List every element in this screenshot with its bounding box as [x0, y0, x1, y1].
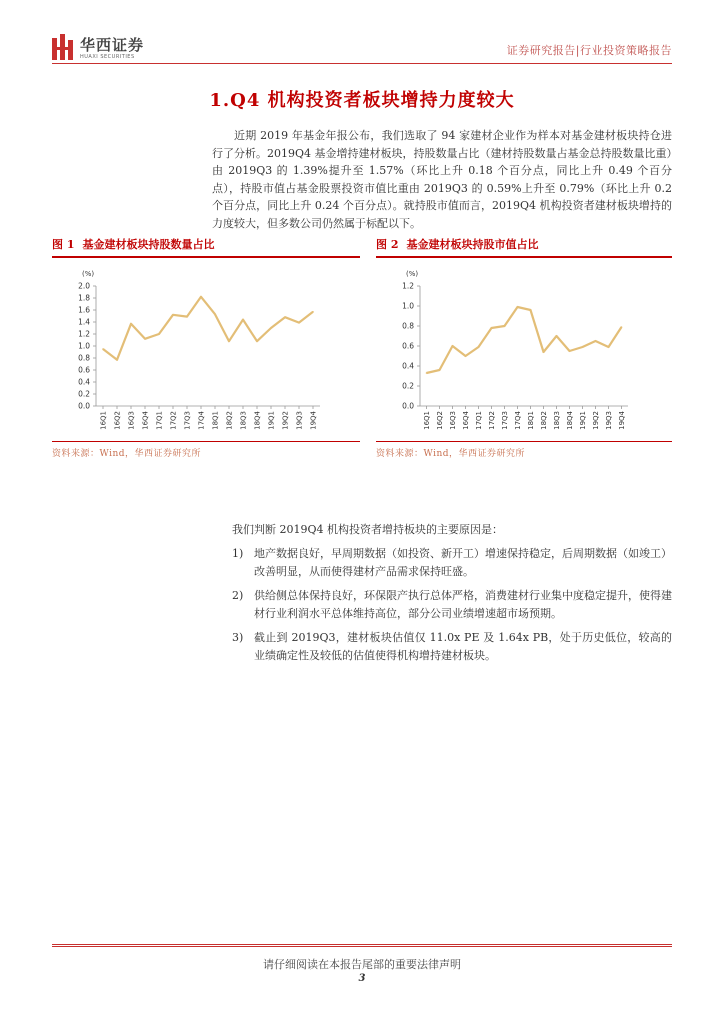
chart-y-tick-label: 0.8	[402, 321, 414, 331]
chart-x-tick-label: 17Q3	[501, 411, 509, 430]
chart-y-tick-label: 0.2	[78, 389, 90, 399]
chart-y-tick-label: 1.2	[402, 281, 414, 291]
chart-data-point	[256, 340, 258, 342]
chart-y-tick-label: 1.0	[78, 341, 90, 351]
chart-x-tick-label: 18Q2	[540, 411, 548, 430]
chart-data-point	[284, 316, 286, 318]
header-divider	[52, 63, 672, 64]
chart-data-point	[452, 345, 454, 347]
reason-item	[232, 629, 672, 665]
chart-data-point	[242, 319, 244, 321]
chart-x-tick-label: 16Q4	[462, 411, 470, 430]
chart-data-point	[102, 348, 104, 350]
figure-2-source: 资料来源：Wind，华西证券研究所	[376, 449, 526, 459]
chart-x-tick-label: 17Q1	[155, 411, 164, 430]
figure-2-caption: 基金建材板块持股市值占比	[406, 238, 539, 251]
chart-data-point	[312, 311, 314, 313]
chart-x-tick-label: 16Q2	[436, 411, 444, 430]
logo-text-cn: 华西证券	[80, 36, 145, 54]
chart-data-point	[543, 351, 545, 353]
chart-data-point	[130, 323, 132, 325]
chart-x-tick-label: 16Q4	[141, 411, 150, 430]
reason-text: 地产数据良好，早周期数据（如投资、新开工）增速保持稳定，后周期数据（如竣工）改善明显，从而使得建材产品需求保持旺盛。	[254, 547, 672, 578]
chart-y-tick-label: 0.4	[402, 361, 414, 371]
chart-data-point	[298, 322, 300, 324]
chart-data-point	[270, 327, 272, 329]
chart-fund-holding-value-share	[376, 258, 672, 440]
chart-x-tick-label: 19Q3	[605, 411, 613, 430]
report-type-label: 证券研究报告|行业投资策略报告	[506, 44, 672, 57]
chart-x-tick-label: 16Q3	[127, 411, 136, 430]
chart-y-tick-label: 0.6	[402, 341, 414, 351]
reason-item	[232, 587, 672, 623]
chart-data-point	[439, 369, 441, 371]
chart-data-point	[465, 355, 467, 357]
reasons-section	[232, 521, 672, 671]
chart-y-tick-label: 2.0	[78, 281, 90, 291]
reason-item	[232, 545, 672, 581]
reason-text: 供给侧总体保持良好，环保限产执行总体严格，消费建材行业集中度稳定提升，使得建材行业利润水平总体维持高位，部分公司业绩增速超市场预期。	[254, 589, 672, 620]
chart-data-point	[621, 326, 623, 328]
figure-2-title	[376, 236, 538, 252]
chart-x-tick-label: 18Q1	[527, 411, 535, 430]
chart-data-point	[504, 325, 506, 327]
figure-1-source: 资料来源：Wind，华西证券研究所	[52, 449, 202, 459]
chart-x-tick-label: 16Q2	[113, 411, 122, 430]
footer-divider	[52, 944, 672, 945]
chart-data-point	[186, 316, 188, 318]
chart-unit-label: (%)	[406, 270, 419, 278]
chart-y-tick-label: 1.6	[78, 305, 90, 315]
figure-1-caption: 基金建材板块持股数量占比	[82, 238, 215, 251]
chart-y-tick-label: 0.8	[78, 353, 90, 363]
chart-x-tick-label: 17Q2	[169, 411, 178, 430]
chart-x-tick-label: 18Q1	[211, 411, 220, 430]
chart-x-tick-label: 16Q3	[449, 411, 457, 430]
intro-paragraph-text: 近期 2019 年基金年报公布，我们选取了 94 家建材企业作为样本对基金建材板块持仓进行了分析。2019Q4 基金增持建材板块，持股数量占比（建材持股数量占基金总持股数量比重）由 2019Q3 的 1.39%提升至 1.57%（环比上升 0.18 个百分点，同比上升 0.49 个百分点），持股市值占基金股票投资市值比重由 2019Q3 的 0.59%上升至 0.79%（环比上升 0.2 个百分点，同比上升 0.24 个百分点）。就持股市值而言，2019Q4 机构投资者建材板块增持的力度较大，但多数公司仍然属于标配以下。	[212, 129, 673, 230]
chart-x-tick-label: 17Q1	[475, 411, 483, 430]
intro-paragraph	[212, 127, 672, 232]
chart-x-tick-label: 19Q1	[267, 411, 276, 430]
chart-y-tick-label: 1.0	[402, 301, 414, 311]
chart-series-line	[103, 297, 313, 360]
chart-data-point	[228, 340, 230, 342]
chart-x-tick-label: 19Q2	[281, 411, 290, 430]
chart-unit-label: (%)	[82, 270, 95, 278]
chart-data-point	[426, 372, 428, 374]
chart-x-tick-label: 19Q1	[579, 411, 587, 430]
chart-data-point	[491, 327, 493, 329]
chart-data-point	[172, 314, 174, 316]
chart-y-tick-label: 1.8	[78, 293, 90, 303]
chart-x-tick-label: 18Q3	[553, 411, 561, 430]
figure-1-number: 图 1	[52, 238, 75, 251]
chart-data-point	[556, 335, 558, 337]
chart-y-tick-label: 0.2	[402, 381, 414, 391]
chart-x-tick-label: 19Q4	[618, 411, 626, 430]
chart-x-tick-label: 18Q4	[566, 411, 574, 430]
chart-data-point	[200, 296, 202, 298]
chart-data-point	[595, 340, 597, 342]
chart-data-point	[530, 309, 532, 311]
chart-data-point	[608, 346, 610, 348]
page-number: 3	[358, 973, 366, 984]
chart-data-point	[478, 346, 480, 348]
chart-x-tick-label: 16Q1	[99, 411, 108, 430]
chart-data-point	[569, 350, 571, 352]
footer-divider-second	[52, 946, 672, 947]
logo-text-en: HUAXI SECURITIES	[80, 54, 135, 60]
chart-x-tick-label: 19Q4	[309, 411, 318, 430]
chart-x-tick-label: 18Q3	[239, 411, 248, 430]
chart-data-point	[144, 338, 146, 340]
reason-number: 3)	[232, 631, 244, 644]
chart-y-tick-label: 0.0	[78, 401, 90, 411]
chart-y-tick-label: 0.0	[402, 401, 414, 411]
chart-y-tick-label: 0.6	[78, 365, 90, 375]
legal-disclaimer-note: 请仔细阅读在本报告尾部的重要法律声明	[263, 958, 461, 971]
reason-number: 1)	[232, 547, 244, 560]
chart-y-tick-label: 1.4	[78, 317, 90, 327]
chart-data-point	[158, 333, 160, 335]
chart-data-point	[116, 359, 118, 361]
chart-series-line	[427, 307, 622, 373]
figure-2-bottom-rule	[376, 441, 672, 442]
chart-data-point	[582, 346, 584, 348]
chart-x-tick-label: 17Q2	[488, 411, 496, 430]
chart-y-tick-label: 1.2	[78, 329, 90, 339]
huaxi-logo-icon	[52, 34, 74, 60]
chart-x-tick-label: 19Q3	[295, 411, 304, 430]
reason-number: 2)	[232, 589, 244, 602]
chart-x-tick-label: 17Q4	[197, 411, 206, 430]
chart-x-tick-label: 18Q2	[225, 411, 234, 430]
chart-y-tick-label: 0.4	[78, 377, 90, 387]
figure-1-bottom-rule	[52, 441, 360, 442]
chart-x-tick-label: 19Q2	[592, 411, 600, 430]
reasons-intro: 我们判断 2019Q4 机构投资者增持板块的主要原因是：	[232, 523, 504, 536]
chart-x-tick-label: 17Q4	[514, 411, 522, 430]
reason-text: 截止到 2019Q3，建材板块估值仅 11.0x PE 及 1.64x PB，处于历史低位，较高的业绩确定性及较低的估值使得机构增持建材板块。	[254, 631, 672, 662]
chart-fund-holding-quantity-share	[52, 258, 360, 440]
chart-data-point	[214, 313, 216, 315]
figure-1-title	[52, 236, 214, 252]
chart-x-tick-label: 17Q3	[183, 411, 192, 430]
section-title: 1.Q4 机构投资者板块增持力度较大	[209, 90, 515, 111]
figure-2-number: 图 2	[376, 238, 399, 251]
chart-data-point	[517, 306, 519, 308]
chart-x-tick-label: 16Q1	[423, 411, 431, 430]
chart-x-tick-label: 18Q4	[253, 411, 262, 430]
